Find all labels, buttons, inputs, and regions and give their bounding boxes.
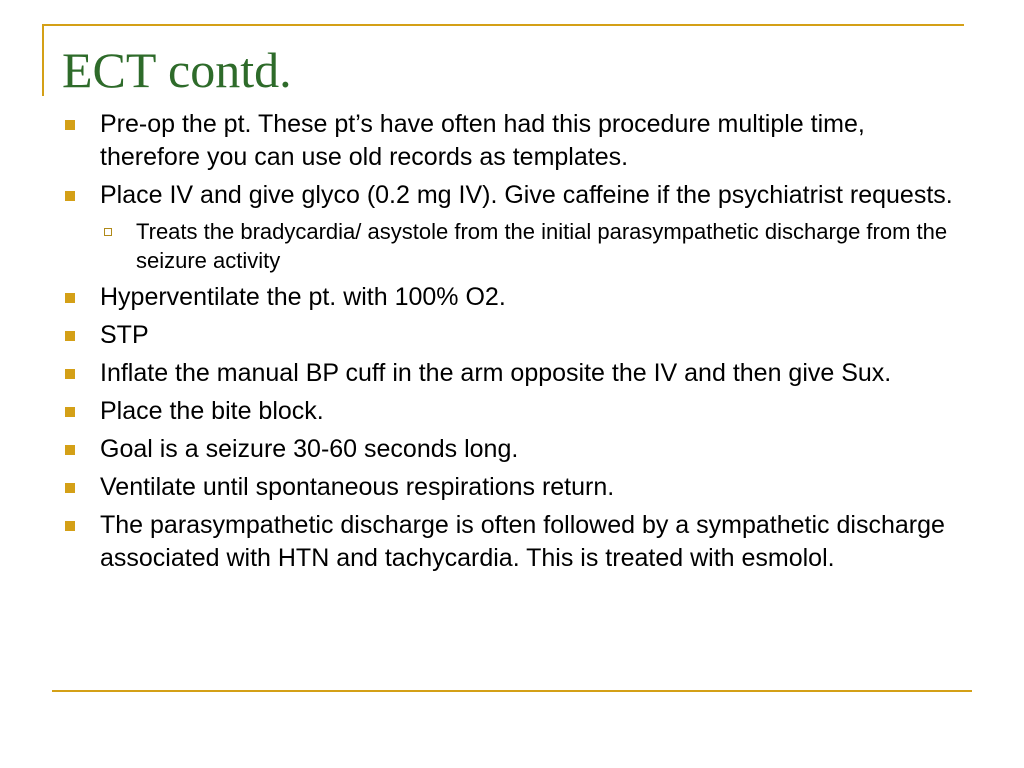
square-bullet-icon	[65, 521, 75, 531]
bullet-item	[62, 357, 962, 390]
bullet-text: Place the bite block.	[100, 397, 324, 425]
bullet-text: Pre-op the pt. These pt’s have often had this procedure multiple time, therefore you can use old records as templates.	[100, 110, 865, 171]
bullet-text: Goal is a seizure 30-60 seconds long.	[100, 435, 519, 463]
bullet-item	[62, 433, 962, 466]
bullet-text: Hyperventilate the pt. with 100% O2.	[100, 283, 506, 311]
bullet-item	[62, 281, 962, 314]
square-bullet-icon	[65, 293, 75, 303]
square-bullet-icon	[65, 120, 75, 130]
bullet-item	[62, 179, 962, 212]
bullet-text: Place IV and give glyco (0.2 mg IV). Give caffeine if the psychiatrist requests.	[100, 181, 953, 209]
bullet-text: STP	[100, 321, 149, 349]
top-rule	[42, 24, 964, 26]
hollow-square-bullet-icon	[104, 228, 112, 236]
slide-title: ECT contd.	[62, 42, 292, 98]
bottom-rule	[52, 690, 972, 692]
square-bullet-icon	[65, 331, 75, 341]
bullet-item	[62, 509, 962, 575]
square-bullet-icon	[65, 369, 75, 379]
bullet-item	[62, 471, 962, 504]
left-rule	[42, 24, 44, 96]
square-bullet-icon	[65, 407, 75, 417]
square-bullet-icon	[65, 483, 75, 493]
bullet-text: Ventilate until spontaneous respirations return.	[100, 473, 615, 501]
sub-bullet-text: Treats the bradycardia/ asystole from the initial parasympathetic discharge from the seizure activity	[136, 219, 948, 273]
square-bullet-icon	[65, 445, 75, 455]
bullet-item	[62, 108, 962, 174]
bullet-item	[62, 319, 962, 352]
bullet-text: The parasympathetic discharge is often followed by a sympathetic discharge associated with HTN and tachycardia. This is treated with esmolol.	[100, 511, 945, 572]
bullet-text: Inflate the manual BP cuff in the arm opposite the IV and then give Sux.	[100, 359, 892, 387]
sub-bullet-item	[62, 217, 962, 275]
bullet-list	[62, 108, 962, 580]
bullet-item	[62, 395, 962, 428]
square-bullet-icon	[65, 191, 75, 201]
